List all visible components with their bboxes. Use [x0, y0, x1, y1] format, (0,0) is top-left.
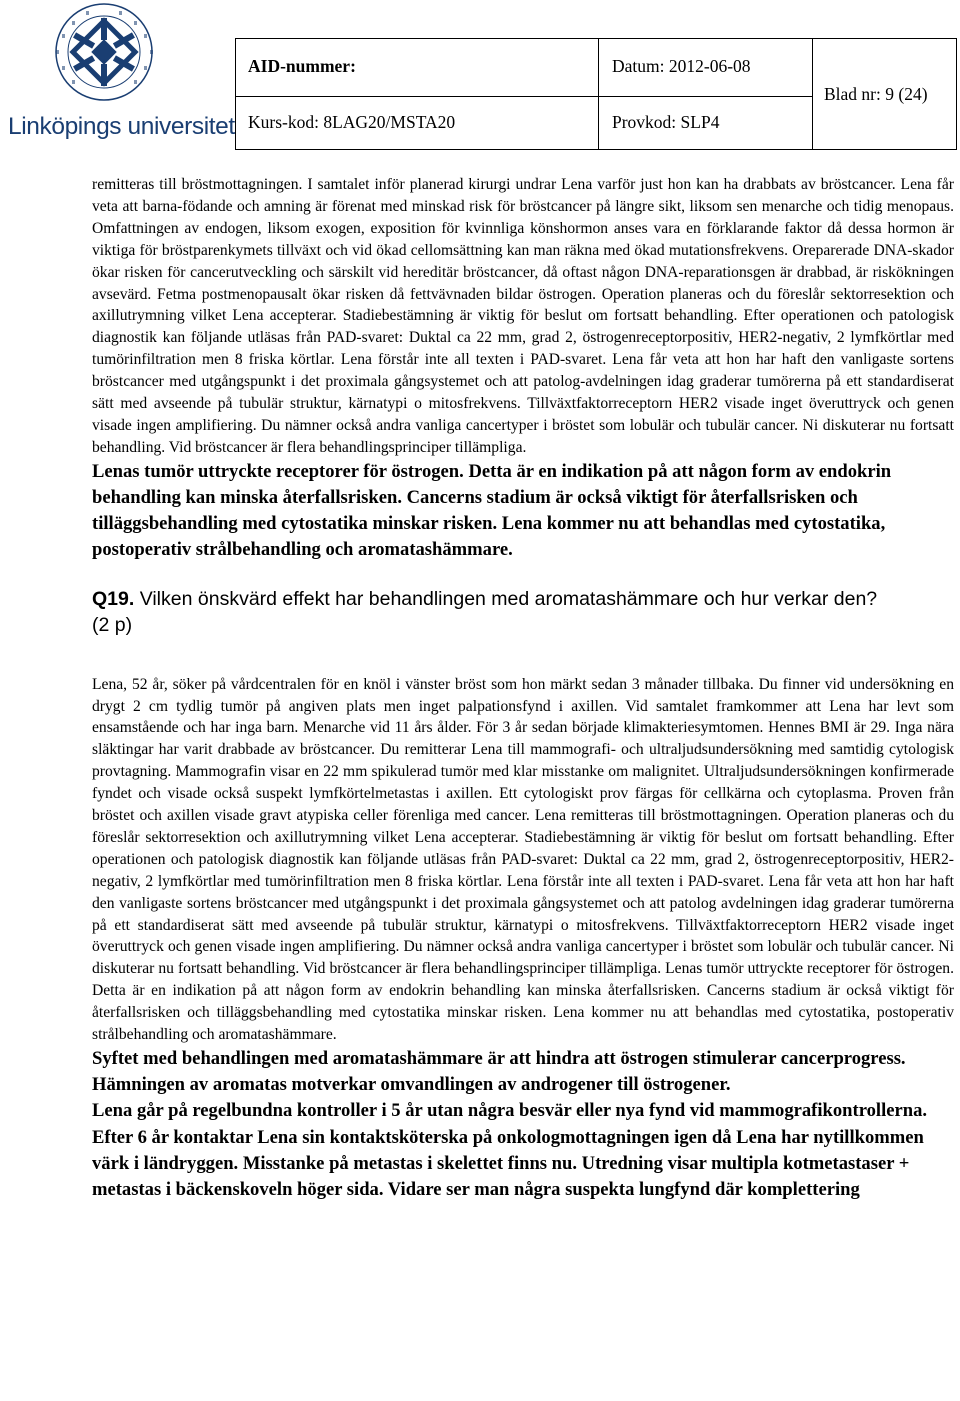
case-paragraph: Lena, 52 år, söker på vårdcentralen för en knöl i vänster bröst som hon märkt sedan 3 månader tillbaka. Du finner vid undersökning en drygt 2 cm tydlig tumör på angiven plats men inget palpationsfynd i axillen. Vid samtalet framkommer att Lena har levt som ensamstående och har inga barn. Menarche vid 11 års ålder. För 3 år sedan började klimakteriesymtomen. Hennes BMI är 29. Inga nära släktingar har varit drabbade av bröstcancer. Du remitterar Lena till mammografi- och ultraljudsundersökning med samtidig cytologisk provtagning. Mammografin visar en 22 mm spikulerad tumör med klar misstanke om malignitet. Ultraljudsundersökningen konfirmerade fyndet och visade också suspekt lymfkörtelmetastas i axillen. Ett cytologiskt prov färgas för cellkärna och cytoplasma. Proven från bröstet och axillen visade gravt atypiska celler förenliga med cancer. Lena remitteras till bröstmottagningen. Operation planeras och du föreslår sektorresektion och axillutrymning vilket Lena accepterar. Stadiebestämning är viktig för beslut om fortsatt behandling. Efter operationen och patologisk diagnostik kan följande utläsas från PAD-svaret: Duktal ca 22 mm, grad 2, östrogenreceptorpositiv, HER2-negativ, 2 lymfkörtlar med tumörinfiltration men 8 friska körtlar. Lena förstår inte all texten i PAD-svaret. Lena får veta att hon har haft den vanligaste sortens bröstcancer med utgångspunkt i det proximala gångsystemet och att patolog avdelningen idag graderar tumörerna på ett standardiserat sätt med avseende på tubulär struktur, kärnatypi o mitosfrekvens. Tillväxtfaktorreceptorn HER2 visade inget överuttryck och genen visade ingen amplifiering. Du nämner också andra vanliga cancertyper i bröstet som lobulär och tubulär cancer. Ni diskuterar nu fortsatt behandling. Vid bröstcancer är flera behandlingsprinciper tillämpliga. Lenas tumör uttryckte receptorer för östrogen. Detta är en indikation på att någon form av endokrin behandling kan minska återfallsrisken. Cancerns stadium är också viktigt för återfallsrisken och tilläggsbehandling med cytostatika minskar risken. Lena kommer nu att behandlas med cytostatika, postoperativ strålbehandling och aromatashämmare. [92, 675, 954, 1044]
question-number: Q19. [92, 587, 135, 610]
continuation-paragraph: Lena går på regelbundna kontroller i 5 år utan några besvär eller nya fynd vid mammografikontrollerna. Efter 6 år kontaktar Lena sin kontaktsköterska på onkologmottagningen igen då Lena har nytillkommen värk i ländryggen. Misstanke på metastas i skelettet finns nu. Utredning visar multipla kotmetastaser + metastas i bäckenskoveln höger sida. Vidare ser man några suspekta lungfynd där komplettering [92, 1100, 928, 1201]
question-19 [92, 586, 954, 638]
document-body [92, 174, 954, 1203]
answer-paragraph-1: Lenas tumör uttryckte receptorer för östrogen. Detta är en indikation på att någon form av endokrin behandling kan minska återfallsrisken. Cancerns stadium är också viktigt för återfallsrisken och tilläggsbehandling med cytostatika minskar risken. Lena kommer nu att behandlas med cytostatika, postoperativ strålbehandling och aromatashämmare. [92, 460, 892, 561]
aid-number-label: AID-nummer: [248, 56, 356, 76]
question-text: Vilken önskvärd effekt har behandlingen med aromatashämmare och hur verkar den? [134, 587, 878, 610]
course-code-label: Kurs-kod: 8LAG20/MSTA20 [248, 112, 456, 132]
question-points: (2 p) [92, 613, 133, 636]
intro-paragraph: remitteras till bröstmottagningen. I samtalet inför planerad kirurgi undrar Lena varför just hon kan ha drabbats av bröstcancer. Lena får veta att barna-födande och amning är förenat med minskad risk för bröstcancer på längre sikt, liksom sen menarche och tidig menopaus. Omfattningen av endogen, liksom exogen, exposition för kvinnliga könshormon anses vara en förklarande faktor då dessa hormon är viktiga för bröstparenkymets tillväxt och vid ökad cellomsättning kan man räkna med ökad mutationsfrekvens. Oreparerade DNA-skador ökar risken för cancerutveckling och särskilt vid hereditär bröstcancer, då oftast någon DNA-reparationsgen är drabbad, är riskökningen avsevärd. Fetma postmenopausalt ökar risken då fettvävnaden bildar östrogen. Operation planeras och du föreslår sektorresektion och axillutrymning vilket Lena accepterar. Stadiebestämning är viktig för beslut om fortsatt behandling. Efter operationen och patologisk diagnostik kan följande utläsas från PAD-svaret: Duktal ca 22 mm, grad 2, östrogenreceptorpositiv, HER2-negativ, 2 lymfkörtlar med tumörinfiltration men 8 friska körtlar. Lena förstår inte all texten i PAD-svaret. Lena får veta att hon har haft den vanligaste sortens bröstcancer med utgångspunkt i det proximala gångsystemet och att patolog-avdelningen idag graderar tumörerna på ett standardiserat sätt med avseende på tubulär struktur, kärnatypi o mitosfrekvens. Tillväxtfaktorreceptorn HER2 visade inget överuttryck och genen visade ingen amplifiering. Du nämner också andra vanliga cancertyper i bröstet som lobulär och tubulär cancer. Ni diskuterar nu fortsatt behandling. Vid bröstcancer är flera behandlingsprinciper tillämpliga. [92, 176, 954, 456]
page-number-label: Blad nr: 9 (24) [824, 84, 928, 104]
university-logo [4, 0, 235, 150]
date-label: Datum: 2012-06-08 [612, 56, 751, 76]
answer-paragraph-2: Syftet med behandlingen med aromatashämmare är att hindra att östrogen stimulerar cancerprogress. Hämningen av aromatas motverkar omvandlingen av androgener till östrogener. [92, 1048, 906, 1096]
university-seal-icon [4, 0, 219, 112]
header-info-table [235, 38, 957, 150]
exam-code-label: Provkod: SLP4 [612, 112, 720, 132]
university-name: Linköpings universitet [8, 113, 235, 140]
